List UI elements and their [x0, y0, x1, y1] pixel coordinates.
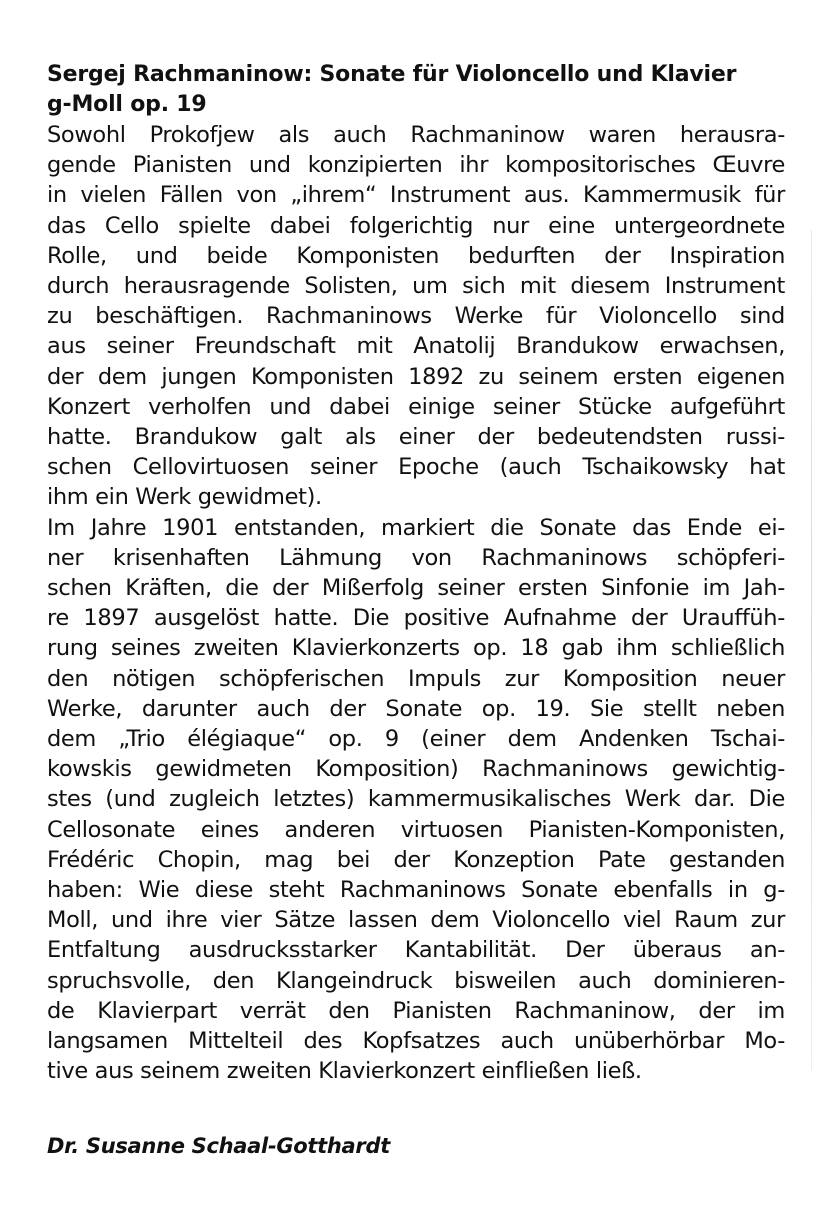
text-line: rung seines zweiten Klavierkonzerts op. 18 gab ihm schließlich [47, 635, 785, 662]
text-line: Konzert verholfen und dabei einige seiner Stücke aufgeführt [47, 393, 785, 420]
text-line: gende Pianisten und konzipierten ihr kompositorisches Œuvre [47, 152, 785, 179]
text-line: dem „Trio élégiaque“ op. 9 (einer dem Andenken Tschai- [47, 726, 785, 753]
text-line: stes (und zugleich letztes) kammermusikalisches Werk dar. Die [47, 786, 785, 813]
text-line: ihm ein Werk gewidmet). [47, 484, 322, 511]
text-line: ner krisenhaften Lähmung von Rachmaninows schöpferi- [47, 544, 785, 571]
text-line: langsamen Mittelteil des Kopfsatzes auch unüberhörbar Mo- [47, 1028, 785, 1055]
title-line: g-Moll op. 19 [47, 92, 207, 117]
text-line: spruchsvolle, den Klangeindruck bisweilen auch dominieren- [47, 967, 785, 994]
document-title [47, 60, 785, 120]
text-line: Sowohl Prokofjew als auch Rachmaninow waren herausra- [47, 122, 785, 148]
text-line: das Cello spielte dabei folgerichtig nur eine untergeordnete [47, 212, 785, 239]
text-line: schen Cellovirtuosen seiner Epoche (auch Tschaikowsky hat [47, 454, 785, 481]
paragraph-1 [47, 120, 785, 513]
text-line: Moll, und ihre vier Sätze lassen dem Violoncello viel Raum zur [47, 907, 785, 934]
text-line: haben: Wie diese steht Rachmaninows Sonate ebenfalls in g- [47, 877, 785, 904]
text-line: Rolle, und beide Komponisten bedurften der Inspiration [47, 242, 785, 269]
text-line: Entfaltung ausdrucksstarker Kantabilität. Der überaus an- [47, 937, 785, 964]
text-line: schen Kräften, die der Mißerfolg seiner ersten Sinfonie im Jah- [47, 575, 785, 602]
author-signature: Dr. Susanne Schaal-Gotthardt [47, 1134, 390, 1158]
text-line: den nötigen schöpferischen Impuls zur Komposition neuer [47, 665, 785, 692]
text-line: Frédéric Chopin, mag bei der Konzeption Pate gestanden [47, 846, 785, 873]
text-line: der dem jungen Komponisten 1892 zu seinem ersten eigenen [47, 363, 785, 390]
page-edge-shadow [811, 230, 812, 1070]
text-line: Werke, darunter auch der Sonate op. 19. Sie stellt neben [47, 695, 785, 722]
paragraph-2 [47, 513, 785, 1087]
text-line: de Klavierpart verrät den Pianisten Rachmaninow, der im [47, 997, 785, 1024]
text-line: tive aus seinem zweiten Klavierkonzert einfließen ließ. [47, 1058, 642, 1085]
text-line: durch herausragende Solisten, um sich mit diesem Instrument [47, 273, 785, 300]
text-line: re 1897 ausgelöst hatte. Die positive Aufnahme der Urauffüh- [47, 605, 785, 632]
text-line: zu beschäftigen. Rachmaninows Werke für Violoncello sind [47, 303, 785, 330]
text-line: Cellosonate eines anderen virtuosen Pianisten-Komponisten, [47, 816, 785, 843]
title-line: Sergej Rachmaninow: Sonate für Violoncello und Klavier [47, 62, 737, 87]
text-line: kowskis gewidmeten Komposition) Rachmaninows gewichtig- [47, 756, 785, 783]
text-line: aus seiner Freundschaft mit Anatolij Brandukow erwachsen, [47, 333, 785, 360]
text-line: Im Jahre 1901 entstanden, markiert die Sonate das Ende ei- [47, 514, 785, 541]
document-page [47, 60, 785, 1087]
text-line: hatte. Brandukow galt als einer der bedeutendsten russi- [47, 424, 785, 451]
text-line: in vielen Fällen von „ihrem“ Instrument aus. Kammermusik für [47, 182, 785, 209]
